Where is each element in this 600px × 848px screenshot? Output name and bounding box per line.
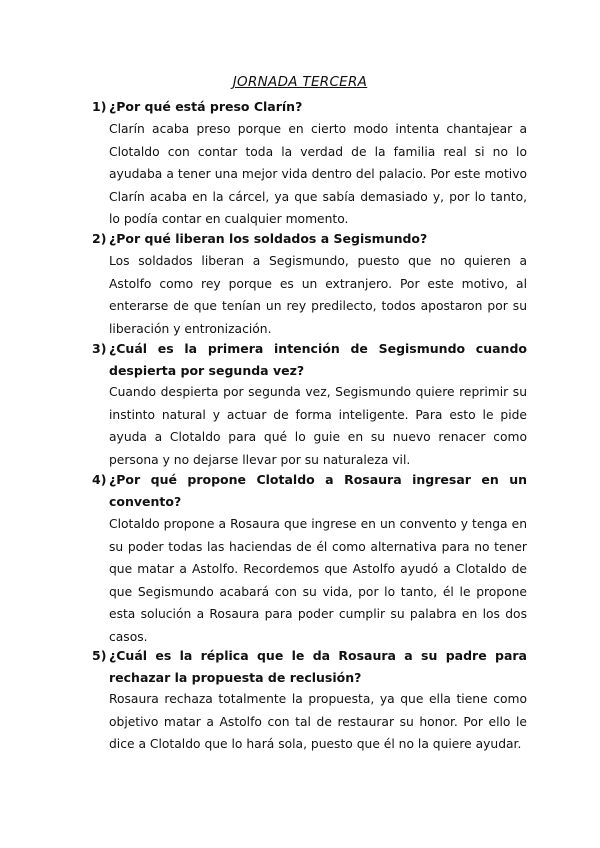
document-title: JORNADA TERCERA [232,74,368,90]
answer-4: Clotaldo propone a Rosaura que ingrese en un convento y tenga en su poder todas las haciendas de él como alternativa para no tener que matar a Astolfo. Recordemos que Astolfo ayudó a Clotaldo de que Segismundo acabará con su vida, por lo tanto, él le propone esta solución a Rosaura para poder cumplir su palabra en los dos casos. [109,517,527,644]
question-text: ¿Cuál es la primera intención de Segismundo cuando despierta por segunda vez? [109,341,527,378]
question-text: ¿Por qué está preso Clarín? [109,99,303,114]
question-text: ¿Cuál es la réplica que le da Rosaura a su padre para rechazar la propuesta de reclusión? [109,648,527,685]
question-1 [92,96,527,118]
question-3 [92,338,527,382]
question-5 [92,645,527,689]
question-text: ¿Por qué propone Clotaldo a Rosaura ingresar en un convento? [109,472,527,509]
question-number: 1) [92,99,107,114]
question-number: 2) [92,231,107,246]
answer-1: Clarín acaba preso porque en cierto modo intenta chantajear a Clotaldo con contar toda la verdad de la familia real si no lo ayudaba a tener una mejor vida dentro del palacio. Por este motivo Clarín acaba en la cárcel, ya que sabía demasiado y, por lo tanto, lo podía contar en cualquier momento. [109,122,527,226]
question-number: 3) [92,341,107,356]
question-text: ¿Por qué liberan los soldados a Segismundo? [109,231,428,246]
question-number: 5) [92,648,107,663]
question-4 [92,469,527,513]
answer-3: Cuando despierta por segunda vez, Segismundo quiere reprimir su instinto natural y actuar de forma inteligente. Para esto le pide ayuda a Clotaldo para qué lo guie en su nuevo renacer como persona y no dejarse llevar por su naturaleza vil. [109,385,527,467]
answer-5: Rosaura rechaza totalmente la propuesta, ya que ella tiene como objetivo matar a Astolfo con tal de restaurar su honor. Por ello le dice a Clotaldo que lo hará sola, puesto que él no la quiere ayudar. [109,692,527,751]
question-2 [92,228,527,250]
question-number: 4) [92,472,107,487]
answer-2: Los soldados liberan a Segismundo, puesto que no quieren a Astolfo como rey porque es un extranjero. Por este motivo, al enterarse de que tenían un rey predilecto, todos apostaron por su liberación y entronización. [109,254,527,336]
